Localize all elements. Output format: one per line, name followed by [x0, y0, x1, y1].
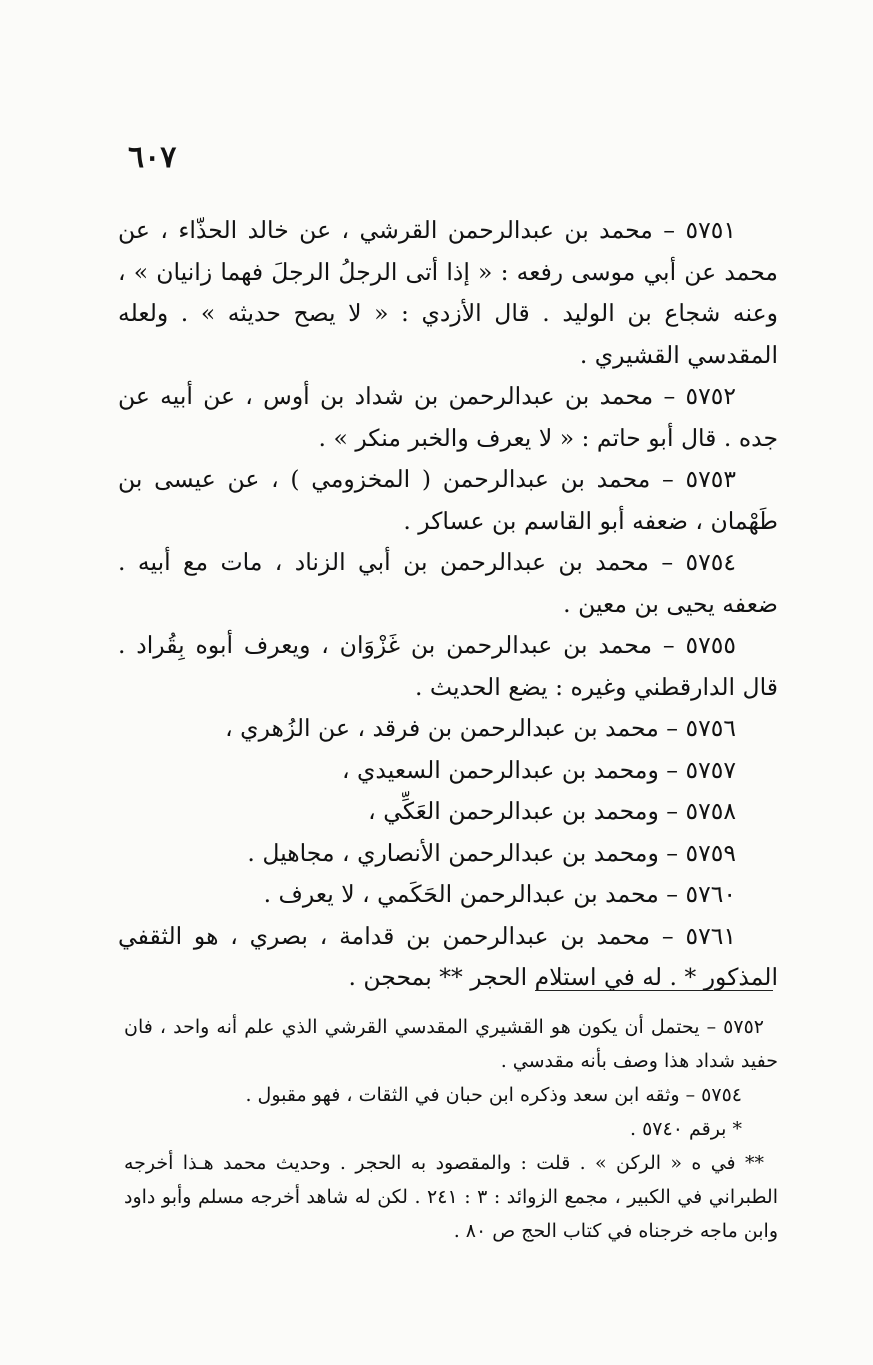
entry-number: ٥٧٥١ — [685, 216, 736, 244]
entry-5760 — [118, 874, 778, 916]
entry-text: – محمد بن عبدالرحمن بن غَزْوَان ، ويعرف أبوه بِقُراد . قال الدارقطني وغيره : يضع الحديث . — [118, 631, 778, 701]
entry-text: – ومحمد بن عبدالرحمن السعيدي ، — [341, 755, 679, 784]
entry-text: – محمد بن عبدالرحمن الحَكَمي ، لا يعرف . — [263, 880, 679, 908]
entry-text: – ومحمد بن عبدالرحمن العَكِّي ، — [368, 797, 679, 825]
entry-5756 — [118, 708, 778, 750]
entry-number: ٥٧٦٠ — [685, 880, 736, 908]
main-text — [118, 210, 778, 999]
footnotes — [124, 1010, 778, 1248]
entry-text: – محمد بن عبدالرحمن بن فرقد ، عن الزُهري ، — [225, 714, 679, 742]
footnote-star: * برقم ٥٧٤٠ . — [630, 1118, 742, 1140]
entry-text: – محمد بن عبدالرحمن القرشي ، عن خالد الحذّاء ، عن محمد عن أبي موسى رفعه : « إذا أتى الرجلُ الرجلَ فهما زانيان » ، وعنه شجاع بن الوليد . قال الأزدي : « لا يصح حديثه » . ولعله المقدسي القشيري . — [118, 216, 778, 369]
entry-number: ٥٧٥٦ — [685, 714, 736, 742]
entry-number: ٥٧٥٧ — [685, 755, 736, 784]
entry-text: – محمد بن عبدالرحمن ( المخزومي ) ، عن عيسى بن طَهْمان ، ضعفه أبو القاسم بن عساكر . — [118, 465, 778, 535]
entry-number: ٥٧٥٣ — [685, 465, 736, 493]
entry-5753 — [118, 459, 778, 542]
footnote-5752: ٥٧٥٢ – يحتمل أن يكون هو القشيري المقدسي القرشي الذي علم أنه واحد ، فان حفيد شداد هذا وصف بأنه مقدسي . — [124, 1016, 778, 1072]
entry-5751 — [118, 210, 778, 376]
entry-5757 — [118, 750, 778, 792]
page-number: ٦٠٧ — [128, 140, 177, 175]
entry-5752 — [118, 376, 778, 459]
entry-number: ٥٧٦١ — [685, 921, 736, 950]
footnote-double-star: ** في ه « الركن » . قلت : والمقصود به الحجر . وحديث محمد هـذا أخرجه الطبراني في الكبير ، مجمع الزوائد : ٣ : ٢٤١ . لكن له شاهد أخرجه مسلم وأبو داود وابن ماجه خرجناه في كتاب الحج ص ٨٠ . — [124, 1152, 778, 1242]
entry-5758 — [118, 791, 778, 833]
entry-text: – محمد بن عبدالرحمن بن شداد بن أوس ، عن أبيه عن جده . قال أبو حاتم : « لا يعرف والخبر منكر » . — [118, 382, 778, 452]
entry-number: ٥٧٥٢ — [685, 382, 736, 410]
entry-text: – محمد بن عبدالرحمن بن أبي الزناد ، مات مع أبيه . ضعفه يحيى بن معين . — [118, 548, 778, 618]
entry-number: ٥٧٥٥ — [685, 631, 736, 659]
entry-number: ٥٧٥٩ — [685, 838, 736, 867]
entry-5759 — [118, 833, 778, 875]
entry-5755 — [118, 625, 778, 708]
footnote-divider — [535, 990, 773, 991]
entry-text: – محمد بن عبدالرحمن بن قدامة ، بصري ، هو الثقفي المذكور * . له في استلام الحجر ** بمحجن . — [118, 921, 778, 991]
footnote-5754: ٥٧٥٤ – وثقه ابن سعد وذكره ابن حبان في الثقات ، فهو مقبول . — [245, 1084, 742, 1106]
entry-5761 — [118, 916, 778, 999]
entry-text: – ومحمد بن عبدالرحمن الأنصاري ، مجاهيل . — [247, 838, 679, 867]
entry-number: ٥٧٥٨ — [685, 797, 736, 825]
entry-number: ٥٧٥٤ — [685, 548, 736, 576]
entry-5754 — [118, 542, 778, 625]
